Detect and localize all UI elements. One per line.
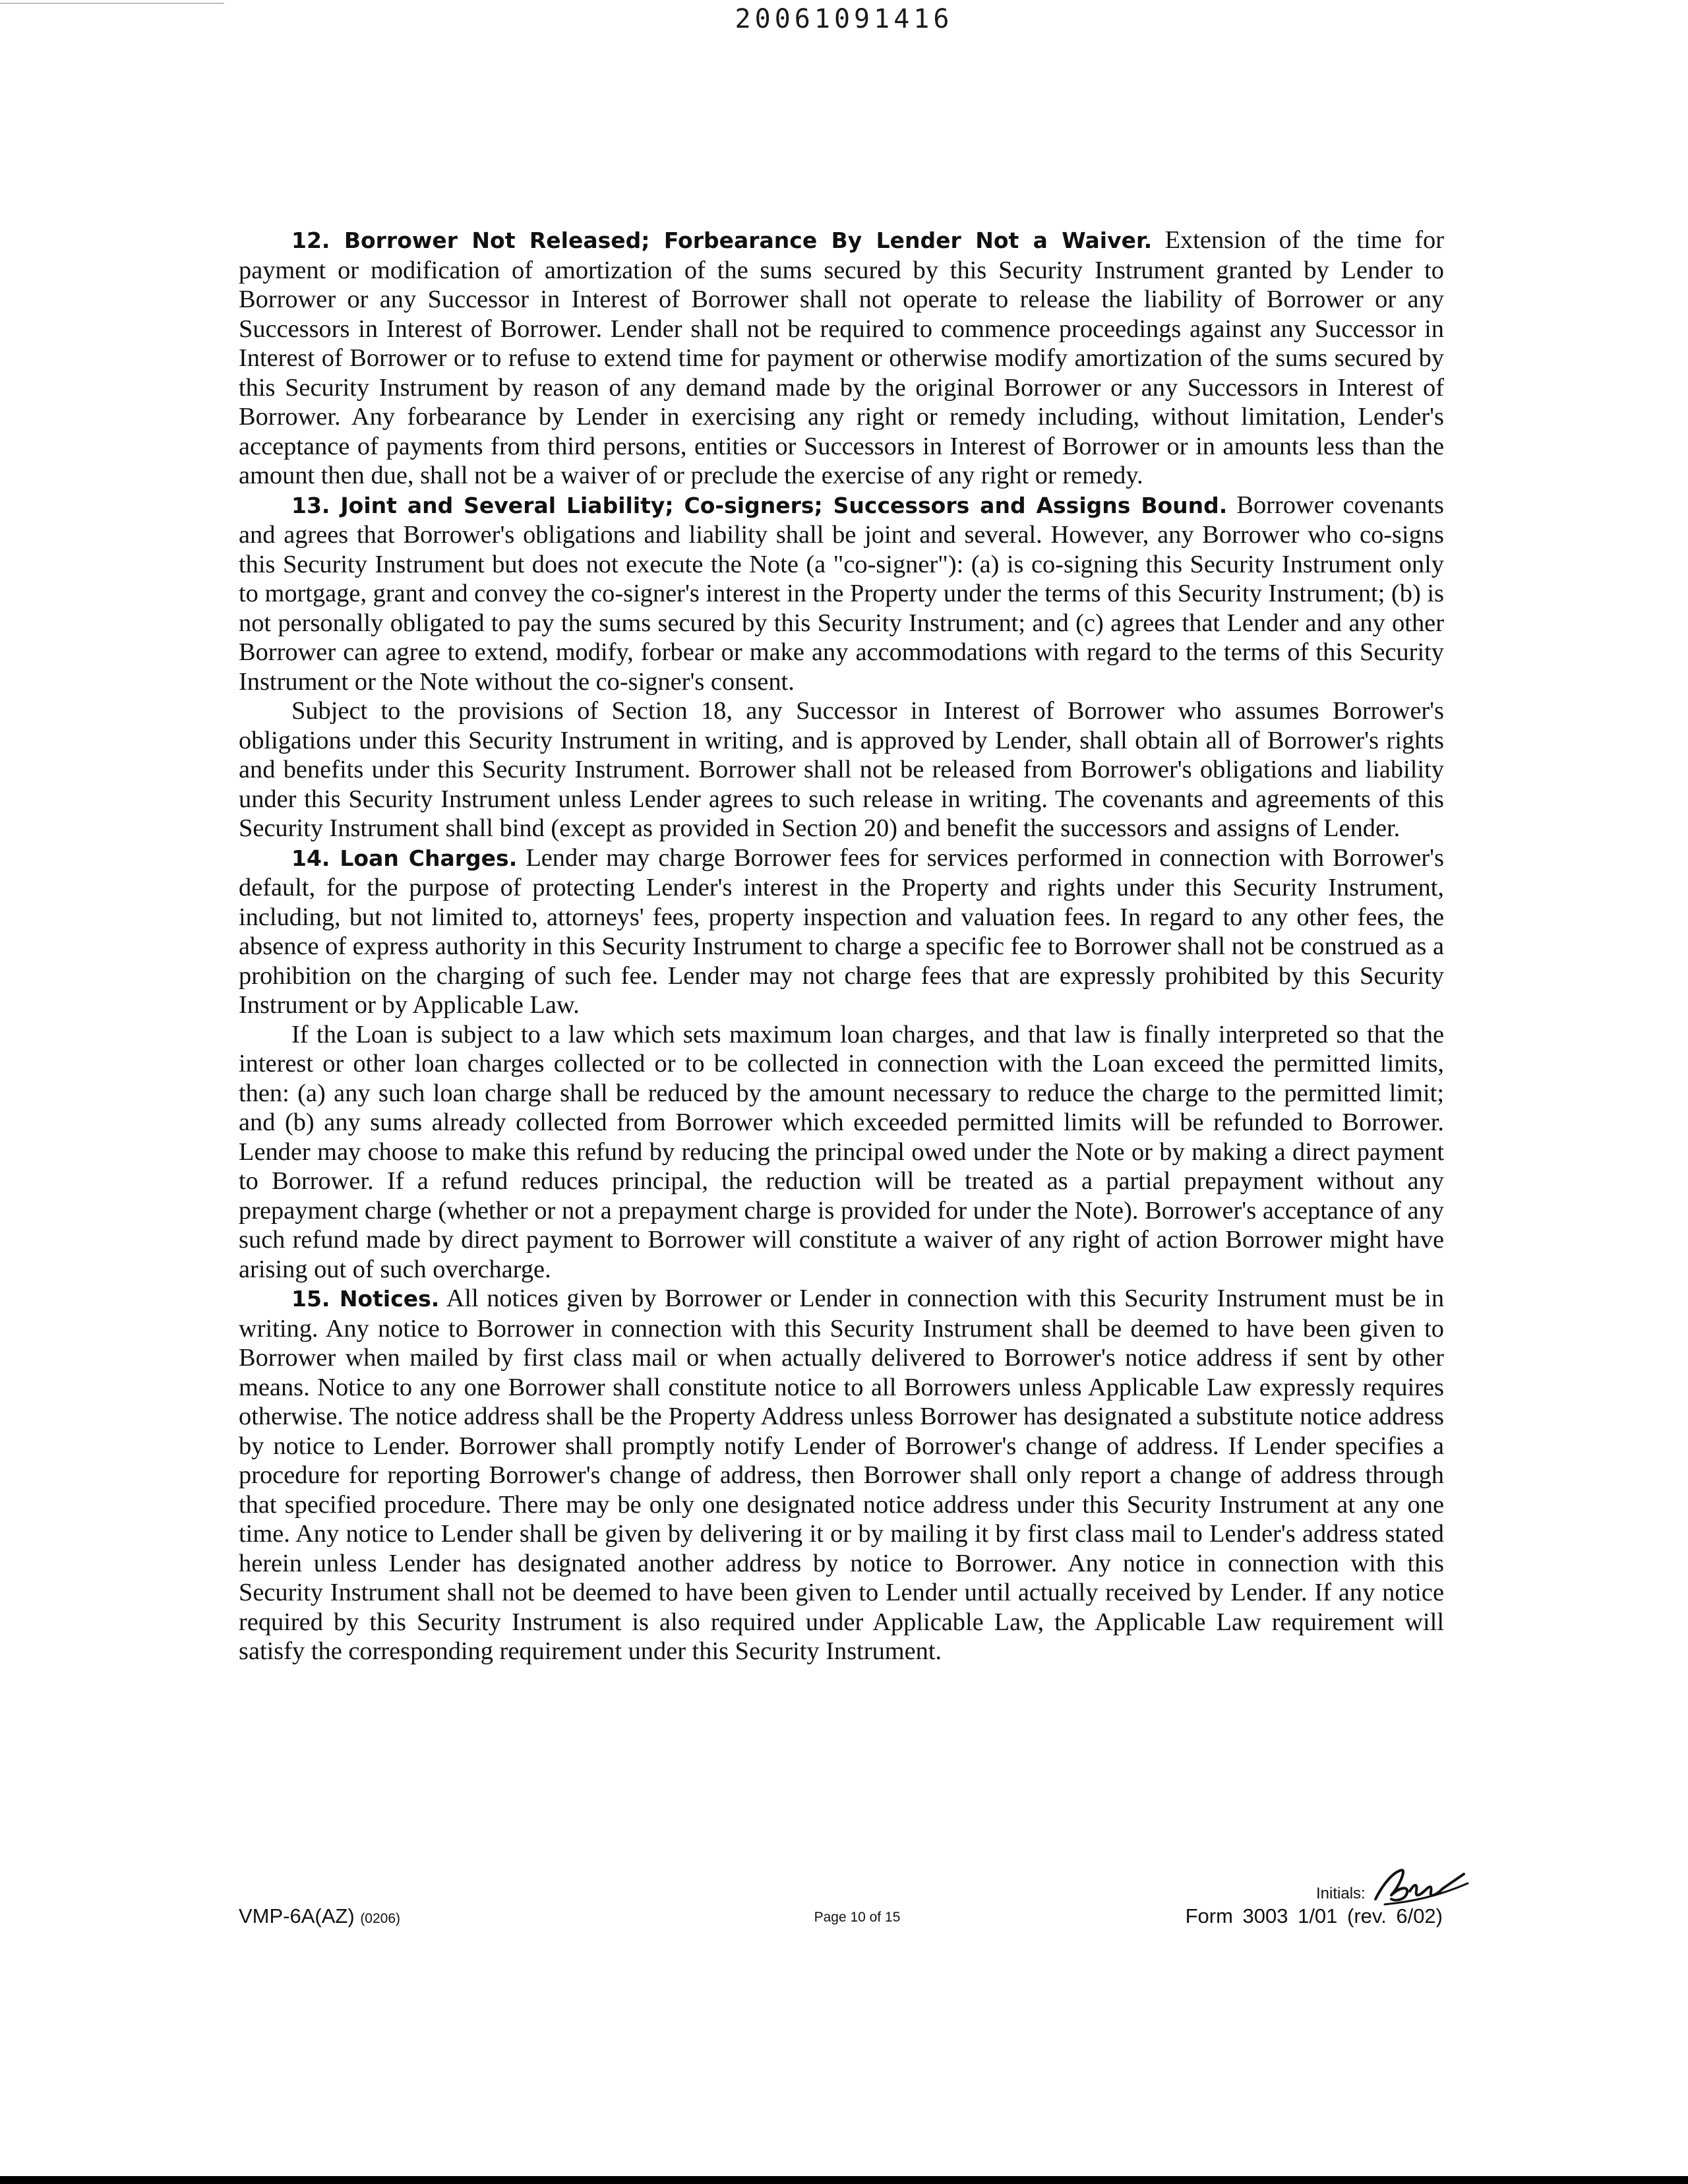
section-13 bbox=[239, 491, 1444, 697]
section-text: Borrower covenants and agrees that Borrower's obligations and liability shall be joint and several. However, any Borrower who co-signs this Security Instrument but does not execute the Note (a "co-signer"): (a) is co-signing this Security Instrument only to mortgage, grant and convey the co-signer's interest in the Property under the terms of this Security Instrument; (b) is not personally obligated to pay the sums secured by this Security Instrument; and (c) agrees that Lender and any other Borrower can agree to extend, modify, forbear or make any accommodations with regard to the terms of this Security Instrument or the Note without the co-signer's consent. bbox=[239, 491, 1444, 696]
section-text: Extension of the time for payment or modification of amortization of the sums secured by this Security Instrument granted by Lender to Borrower or any Successor in Interest of Borrower shall not operate to release the liability of Borrower or any Successors in Interest of Borrower. Lender shall not be required to commence proceedings against any Successor in Interest of Borrower or to refuse to extend time for payment or otherwise modify amortization of the sums secured by this Security Instrument by reason of any demand made by the original Borrower or any Successors in Interest of Borrower. Any forbearance by Lender in exercising any right or remedy including, without limitation, Lender's acceptance of payments from third persons, entities or Successors in Interest of Borrower or in amounts less than the amount then due, shall not be a waiver of or preclude the exercise of any right or remedy. bbox=[239, 226, 1444, 489]
initials-label: Initials: bbox=[1316, 1885, 1366, 1902]
section-heading: 12. Borrower Not Released; Forbearance By Lender Not a Waiver. bbox=[291, 228, 1153, 253]
recording-number: 20061091416 bbox=[735, 4, 953, 34]
section-12 bbox=[239, 226, 1444, 491]
section-15 bbox=[239, 1284, 1444, 1666]
form-code-suffix: (0206) bbox=[360, 1911, 401, 1926]
section-text: Lender may charge Borrower fees for services performed in connection with Borrower's default, for the purpose of protecting Lender's interest in the Property and rights under this Security Instrument, including, but not limited to, attorneys' fees, property inspection and valuation fees. In regard to any other fees, the absence of express authority in this Security Instrument to charge a specific fee to Borrower shall not be construed as a prohibition on the charging of such fee. Lender may not charge fees that are expressly prohibited by this Security Instrument or by Applicable Law. bbox=[239, 843, 1444, 1019]
section-14 bbox=[239, 843, 1444, 1020]
section-14-continuation: If the Loan is subject to a law which sets maximum loan charges, and that law is finally interpreted so that the interest or other loan charges collected or to be collected in connection with the Loan exceed the permitted limits, then: (a) any such loan charge shall be reduced by the amount necessary to reduce the charge to the permitted limit; and (b) any sums already collected from Borrower which exceeded permitted limits will be refunded to Borrower. Lender may choose to make this refund by reducing the principal owed under the Note or by making a direct payment to Borrower. If a refund reduces principal, the reduction will be treated as a partial prepayment without any prepayment charge (whether or not a prepayment charge is provided for under the Note). Borrower's acceptance of any such refund made by direct payment to Borrower will constitute a waiver of any right of action Borrower might have arising out of such overcharge. bbox=[239, 1020, 1444, 1283]
form-number: Form 3003 1/01 (rev. 6/02) bbox=[1185, 1904, 1443, 1927]
section-heading: 14. Loan Charges. bbox=[291, 845, 518, 871]
form-code: VMP-6A(AZ) (0206) bbox=[239, 1904, 401, 1927]
section-heading: 13. Joint and Several Liability; Co-signers; Successors and Assigns Bound. bbox=[291, 492, 1228, 518]
section-13-continuation: Subject to the provisions of Section 18, any Successor in Interest of Borrower who assumes Borrower's obligations under this Security Instrument in writing, and is approved by Lender, shall obtain all of Borrower's rights and benefits under this Security Instrument. Borrower shall not be released from Borrower's obligations and liability under this Security Instrument unless Lender agrees to such release in writing. The covenants and agreements of this Security Instrument shall bind (except as provided in Section 20) and benefit the successors and assigns of Lender. bbox=[239, 697, 1444, 842]
document-body bbox=[239, 226, 1444, 1666]
bottom-rule bbox=[0, 2176, 1688, 2184]
page-number: Page 10 of 15 bbox=[814, 1910, 901, 1925]
section-text: All notices given by Borrower or Lender in connection with this Security Instrument must be in writing. Any notice to Borrower in connection with this Security Instrument shall be deemed to have been given to Borrower when mailed by first class mail or when actually delivered to Borrower's notice address if sent by other means. Notice to any one Borrower shall constitute notice to all Borrowers unless Applicable Law expressly requires otherwise. The notice address shall be the Property Address unless Borrower has designated a substitute notice address by notice to Lender. Borrower shall promptly notify Lender of Borrower's change of address. If Lender specifies a procedure for reporting Borrower's change of address, then Borrower shall only report a change of address through that specified procedure. There may be only one designated notice address under this Security Instrument at any one time. Any notice to Lender shall be given by delivering it or by mailing it by first class mail to Lender's address stated herein unless Lender has designated another address by notice to Borrower. Any notice in connection with this Security Instrument shall not be deemed to have been given to Lender until actually received by Lender. If any notice required by this Security Instrument is also required under Applicable Law, the Applicable Law requirement will satisfy the corresponding requirement under this Security Instrument. bbox=[239, 1285, 1445, 1665]
section-heading: 15. Notices. bbox=[291, 1286, 440, 1312]
